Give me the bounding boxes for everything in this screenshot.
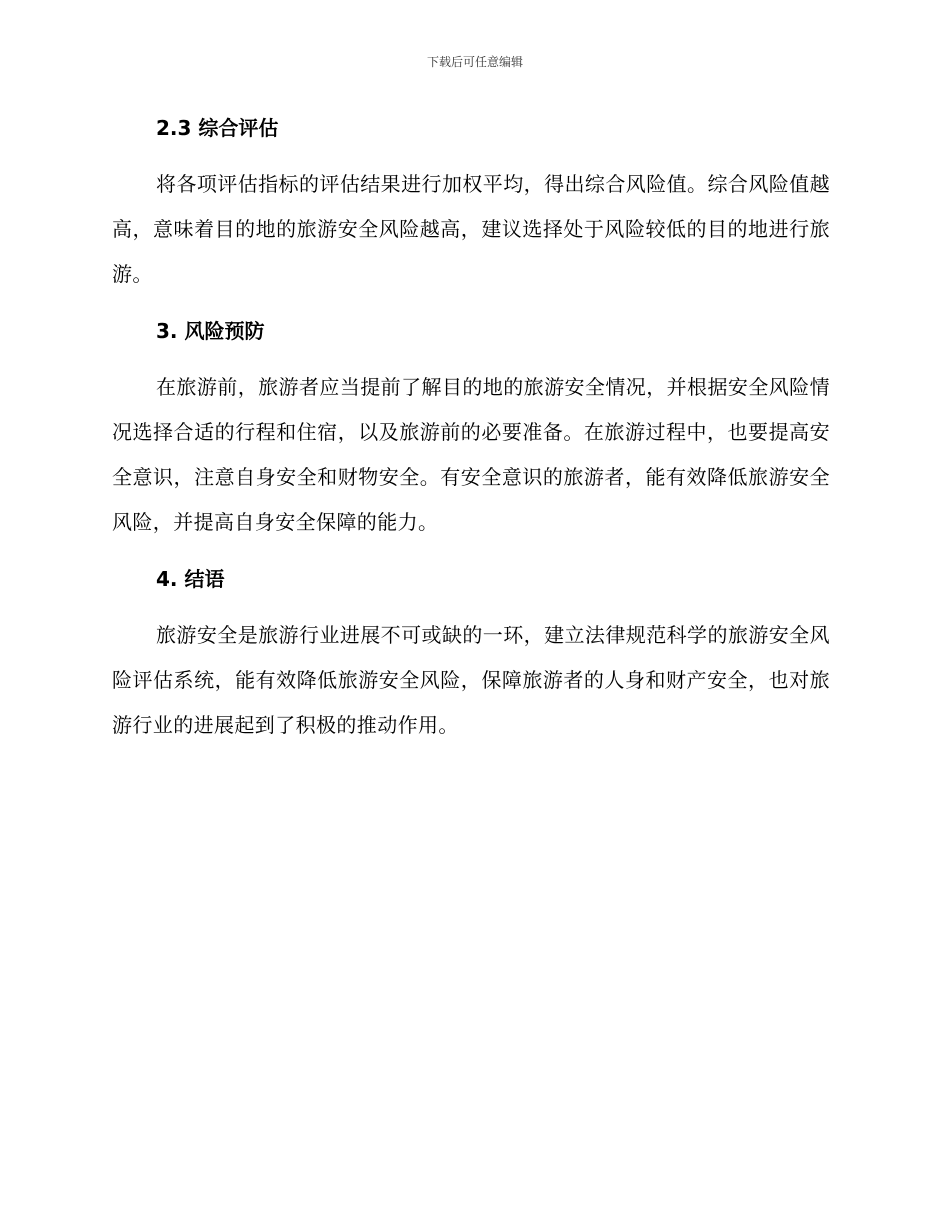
section-heading: 4. 结语 <box>156 567 225 591</box>
document-content <box>112 108 830 748</box>
section-paragraph: 将各项评估指标的评估结果进行加权平均，得出综合风险值。综合风险值越高，意味着目的地的旅游安全风险越高，建议选择处于风险较低的目的地进行旅游。 <box>112 172 830 286</box>
section-heading: 3. 风险预防 <box>156 319 265 343</box>
section-conclusion <box>112 559 830 748</box>
section-paragraph: 在旅游前，旅游者应当提前了解目的地的旅游安全情况，并根据安全风险情况选择合适的行程和住宿，以及旅游前的必要准备。在旅游过程中，也要提高安全意识，注意自身安全和财物安全。有安全意识的旅游者，能有效降低旅游安全风险，并提高自身安全保障的能力。 <box>112 375 830 534</box>
running-header: 下载后可任意编辑 <box>426 55 523 69</box>
section-heading: 2.3 综合评估 <box>156 116 279 140</box>
section-risk-prevention <box>112 311 830 545</box>
section-comprehensive-assessment <box>112 108 830 297</box>
section-paragraph: 旅游安全是旅游行业进展不可或缺的一环，建立法律规范科学的旅游安全风险评估系统，能有效降低旅游安全风险，保障旅游者的人身和财产安全，也对旅游行业的进展起到了积极的推动作用。 <box>112 623 830 737</box>
